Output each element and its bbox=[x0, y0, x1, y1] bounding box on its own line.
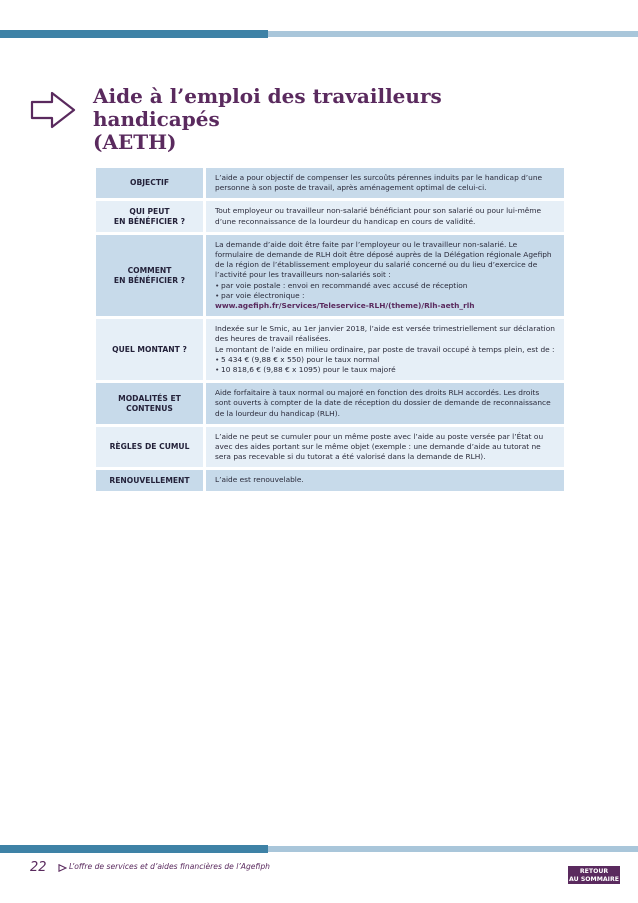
list-item: • 5 434 € (9,88 € x 550) pour le taux normal bbox=[215, 355, 557, 365]
row-label: OBJECTIF bbox=[96, 168, 203, 198]
table-row-comment bbox=[96, 235, 564, 316]
row-value: Aide forfaitaire à taux normal ou majoré en fonction des droits RLH accordés. Les droits sont ouverts à compter de la date de réception du dossier de demande de reconnaissance de la lourdeur du handicap (RLH). bbox=[203, 383, 564, 424]
row-value: L’aide ne peut se cumuler pour un même poste avec l’aide au poste versée par l’État ou avec des aides portant sur le même objet (exemple : une demande d’aide au tutorat ne sera pas recevable si du tutorat a été valorisé dans la demande de RLH). bbox=[203, 427, 564, 468]
bottom-band-dark bbox=[0, 845, 268, 853]
row-value bbox=[203, 319, 564, 380]
page-title bbox=[93, 85, 563, 154]
top-band-dark bbox=[0, 30, 268, 38]
row-value: Tout employeur ou travailleur non-salarié bénéficiant pour son salarié ou pour lui-même d’une reconnaissance de la lourdeur du handicap en cours de validité. bbox=[203, 201, 564, 231]
footer-title: L’offre de services et d’aides financières de l’Agefiph bbox=[69, 862, 270, 871]
row-label: RÈGLES DE CUMUL bbox=[96, 427, 203, 468]
teleservice-link[interactable]: www.agefiph.fr/Services/Teleservice-RLH/(theme)/Rlh-aeth_rlh bbox=[215, 301, 475, 311]
bullet-list bbox=[215, 281, 557, 301]
table-row-montant bbox=[96, 319, 564, 380]
row-value: L’aide est renouvelable. bbox=[203, 470, 564, 490]
top-band-light bbox=[268, 31, 638, 37]
table-row-modalites bbox=[96, 383, 564, 424]
triangle-right-icon bbox=[58, 864, 67, 872]
row-label: RENOUVELLEMENT bbox=[96, 470, 203, 490]
return-to-summary-button[interactable]: RETOUR AU SOMMAIRE bbox=[569, 868, 619, 883]
row-value bbox=[203, 235, 564, 316]
list-item: • par voie postale : envoi en recommandé avec accusé de réception bbox=[215, 281, 557, 291]
row-label: MODALITÉS ET CONTENUS bbox=[96, 383, 203, 424]
row-value: L’aide a pour objectif de compenser les surcoûts pérennes induits par le handicap d’une personne à son poste de travail, après aménagement optimal de celui-ci. bbox=[203, 168, 564, 198]
row-text: La demande d’aide doit être faite par l’employeur ou le travailleur non-salarié. Le formulaire de demande de RLH doit être déposé auprès de la Délégation régionale Agefiph de la région de l’établissement employeur du salarié concerné ou du lieu d’exercice de l’activité pour les travailleurs non-salariés soit : bbox=[215, 239, 552, 280]
bottom-band-light bbox=[268, 846, 638, 852]
table-row-renouvellement bbox=[96, 470, 564, 490]
arrow-right-outline-icon bbox=[30, 90, 78, 130]
row-label: COMMENT EN BÉNÉFICIER ? bbox=[96, 235, 203, 316]
bullet-list bbox=[215, 355, 557, 375]
table-row-qui-peut bbox=[96, 201, 564, 231]
row-label: QUI PEUT EN BÉNÉFICIER ? bbox=[96, 201, 203, 231]
table-row-objectif bbox=[96, 168, 564, 198]
table-row-cumul bbox=[96, 427, 564, 468]
aid-info-table bbox=[96, 165, 564, 494]
row-label: QUEL MONTANT ? bbox=[96, 319, 203, 380]
list-item: • par voie électronique : bbox=[215, 291, 557, 301]
row-text-2: Le montant de l’aide en milieu ordinaire, par poste de travail occupé à temps plein, est de : bbox=[215, 344, 555, 354]
row-text: Indexée sur le Smic, au 1er janvier 2018, l’aide est versée trimestriellement sur déclaration des heures de travail réalisées. bbox=[215, 324, 555, 344]
title-line-2: (AETH) bbox=[93, 130, 177, 154]
page-number: 22 bbox=[30, 860, 47, 875]
list-item: • 10 818,6 € (9,88 € x 1095) pour le taux majoré bbox=[215, 365, 557, 375]
title-line-1: Aide à l’emploi des travailleurs handicapés bbox=[93, 84, 442, 131]
